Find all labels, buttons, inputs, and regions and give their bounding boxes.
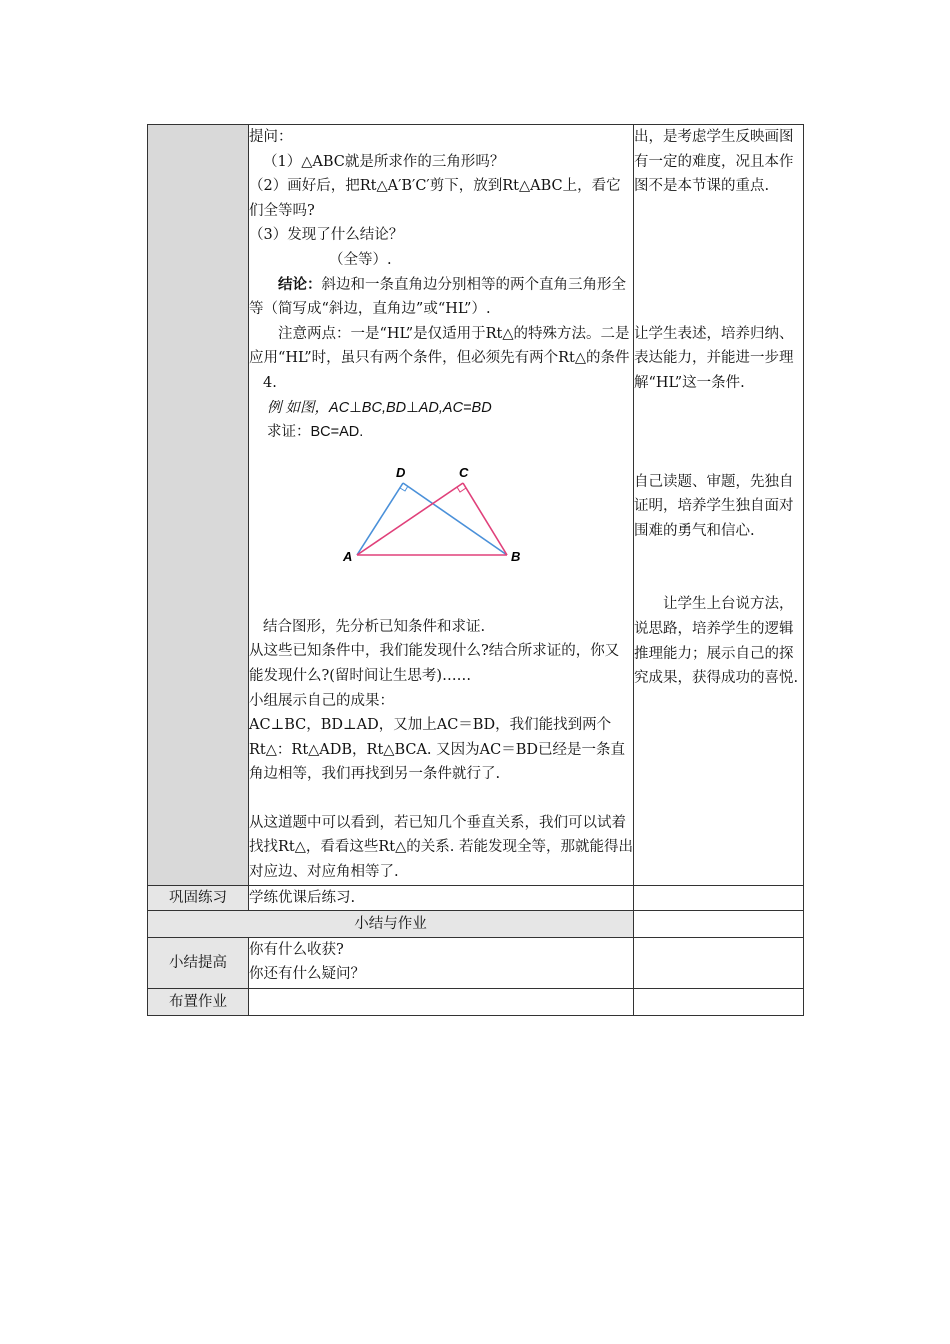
lesson-table <box>147 124 804 1016</box>
prove-statement: 求证：BC=AD. <box>267 424 364 441</box>
practice-row <box>148 885 804 910</box>
side-label-cell <box>148 125 249 886</box>
item-number: 4. <box>263 374 277 391</box>
note-3: 自己读题、审题，先独自证明，培养学生独自面对围难的勇气和信心. <box>634 473 794 539</box>
summary-label: 小结提高 <box>148 937 249 988</box>
geometry-figure <box>249 445 633 615</box>
label-C: C <box>459 464 469 480</box>
summary-row <box>148 937 804 988</box>
summary-header-notes <box>634 910 804 937</box>
segment-AC <box>357 483 463 555</box>
label-B: B <box>511 548 521 563</box>
summary-questions <box>249 937 634 988</box>
homework-text <box>249 988 634 1015</box>
label-D: D <box>396 464 406 480</box>
example-label: 例 <box>267 399 282 416</box>
summary-q1: 你有什么收获? <box>249 941 344 958</box>
summary-header: 小结与作业 <box>148 910 634 937</box>
analysis-1: 结合图形，先分析已知条件和求证. <box>263 618 486 635</box>
example-text: 如图，AC⊥BC,BD⊥AD,AC=BD <box>281 399 492 416</box>
note-4: 让学生上台说方法，说思路，培养学生的逻辑推理能力；展示自己的探究成果，获得成功的喜悦. <box>634 596 799 687</box>
note-2: 让学生表述，培养归纳、表达能力，并能进一步理解“HL”这一条件. <box>634 325 794 391</box>
homework-row <box>148 988 804 1015</box>
conclusion-text: 斜边和一条直角边分别相等的两个直角三角形全等（简写成“斜边，直角边”或“HL”）. <box>249 276 626 318</box>
question-1: （1）△ABC就是所求作的三角形吗？ <box>263 153 505 170</box>
analysis-3: 小组展示自己的成果： <box>249 692 394 709</box>
example-statement <box>249 396 633 421</box>
homework-notes <box>634 988 804 1015</box>
practice-notes <box>634 885 804 910</box>
note-1: 出，是考虑学生反映画图有一定的难度，况且本作图不是本节课的重点. <box>634 129 794 195</box>
practice-label: 巩固练习 <box>148 885 249 910</box>
question-3: （3）发现了什么结论？ <box>249 227 404 244</box>
practice-text: 学练优课后练习. <box>249 885 634 910</box>
homework-label: 布置作业 <box>148 988 249 1015</box>
attention-note: 注意两点：一是“HL”是仅适用于Rt△的特殊方法。二是应用“HL”时，虽只有两个条件，但必须先有两个Rt△的条件 <box>249 325 630 367</box>
conclusion-label: 结论： <box>278 275 322 293</box>
analysis-4: AC⊥BC，BD⊥AD，又加上AC＝BD，我们能找到两个Rt△：Rt△ADB，Rt△BCA. 又因为AC＝BD已经是一条直角边相等，我们再找到另一条件就行了. <box>249 717 625 783</box>
answer-congruent: （全等）. <box>329 251 392 268</box>
segment-CB <box>463 483 507 555</box>
notes-cell <box>634 125 804 886</box>
summary-q2: 你还有什么疑问？ <box>249 965 365 982</box>
triangle-diagram <box>341 463 541 563</box>
conclusion <box>249 273 633 322</box>
summary-notes <box>634 937 804 988</box>
main-content-cell <box>249 125 634 886</box>
question-2: （2）画好后，把Rt△A′B′C′剪下，放到Rt△ABC上，看它们全等吗? <box>249 178 621 219</box>
label-A: A <box>343 548 353 563</box>
question-title: 提问： <box>249 129 293 145</box>
summary-header-row <box>148 910 804 937</box>
analysis-2: 从这些已知条件中，我们能发现什么?结合所求证的，你又能发现什么?(留时间让生思考)…… <box>249 643 620 684</box>
segment-AD <box>357 483 403 555</box>
main-row <box>148 125 804 886</box>
analysis-5: 从这道题中可以看到，若已知几个垂直关系，我们可以试着找找Rt△，看看这些Rt△的关系. 若能发现全等，那就能得出对应边、对应角相等了. <box>249 814 634 881</box>
right-angle-C <box>457 487 466 492</box>
segment-DB <box>403 483 507 555</box>
